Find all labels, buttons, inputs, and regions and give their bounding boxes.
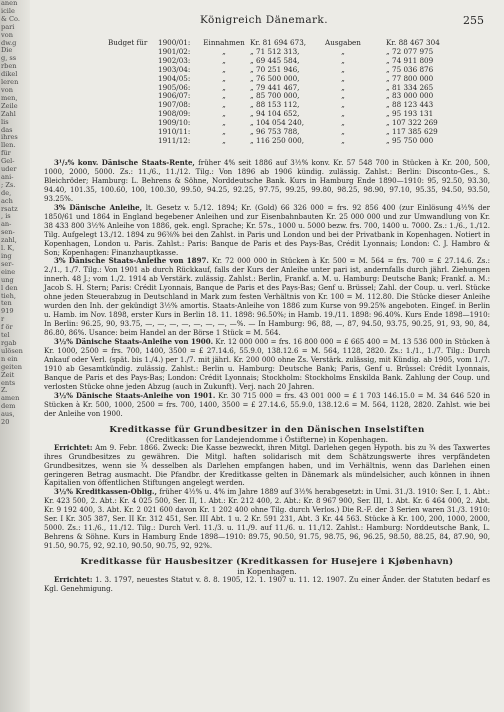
gutter-line: Gel- <box>1 157 15 166</box>
expense-value: 88 123 443 <box>392 100 434 110</box>
expense-value: 88 467 304 <box>398 38 440 47</box>
gutter-line: zahl, <box>1 236 17 245</box>
gutter-line: tieh, <box>1 291 17 300</box>
income-label: „ <box>222 135 226 145</box>
bond-title: 3½% Kreditkassen-Oblig., <box>54 487 157 497</box>
income-label: „ <box>222 73 226 83</box>
bond-title: 3½% Dänische Staats-Anleihe von 1900. <box>54 337 214 347</box>
currency-label: „ <box>250 91 254 101</box>
income-value: 85 700 000, <box>256 91 300 101</box>
bond-text: früher 4½% u. 4% im Jahre 1889 auf 3½% herabgesetzt: in Umi. 31./3. 1910: Ser. I, 1. Abt.: Kr. 423 500, 2. Abt.: Kr. 4 025 500, Ser. II, 1. Abt.: Kr. 212 400, 2. Abt.: Kr. 8 967 900, Ser. III, 1. Abt. Kr. 6 464 000, 2. Abt. Kr. 9 192 400, 3. Abt. Kr. 2 021 600 davon Kr. 1 202 400 ohne Tilg. durch Verlos.) Die R.-F. der 3 Serien waren 31./3. 1910: Ser. I Kr. 305 387, Ser. II Kr. 312 451, Ser. III Abt. 1 u. 2 Kr. 591 231, Abt. 3 Kr. 44 563. Stücke à Kr. 100, 200, 1000, 2000, 5000. Zs.: 11./6., 11./12. Tilg.: Durch Verl. 11./3. u. 11./9. auf 11./6. u. 11./12. Zahlst.: Hamburg: Norddeutsche Bank, L. Behrens & Söhne. Kurs in Hamburg Ende 1898—1910: 89.75, 90.50, 91.75, 98.75, 96, 96.25, 98.50, 88.25, 84, 87.90, 90, 91.50, 90.75, 92, 92.10, 90.50, 90.75, 92, 92%. <box>44 487 490 551</box>
expense-value: 117 385 629 <box>392 127 438 137</box>
page-number: 255 <box>463 14 484 27</box>
budget-label <box>108 101 158 110</box>
gutter-line: amen <box>1 394 20 403</box>
currency-label: „ <box>250 46 254 56</box>
bond-title: 3% Dänische Anleihe, <box>54 202 143 212</box>
income-value: 69 445 584, <box>256 55 300 65</box>
gutter-line: ents <box>1 378 16 387</box>
document-body <box>44 159 490 594</box>
expense-label: „ <box>341 118 345 128</box>
bond-paragraph <box>44 204 490 258</box>
currency-label: „ <box>386 82 390 92</box>
currency-label: Kr. <box>386 38 397 47</box>
gutter-line: pari <box>1 22 15 31</box>
section-title-grundbesitzer: Kreditkasse für Grundbesitzer in den Dänischen Inselstiften <box>109 424 425 435</box>
expense-label: „ <box>341 73 345 83</box>
gutter-line: von <box>1 85 13 94</box>
income-label: „ <box>222 109 226 119</box>
gutter-line: , is <box>1 212 11 221</box>
currency-label: „ <box>386 118 390 128</box>
gutter-line: Z. <box>1 386 8 395</box>
income-label: „ <box>222 55 226 65</box>
budget-label <box>108 137 158 146</box>
gutter-line: anen <box>1 0 18 7</box>
lead-label: Errichtet: <box>54 575 93 585</box>
budget-row <box>108 137 493 146</box>
income-value: 94 104 652, <box>256 109 300 119</box>
currency-label: „ <box>250 100 254 110</box>
expense-value: 107 322 269 <box>392 118 438 128</box>
expense-label: „ <box>341 82 345 92</box>
lead-text: 1. 3. 1797, neuestes Statut v. 8. 8. 1905, 12. 1. 1907 u. 11. 12. 1907. Zu einer Änder. der Statuten bedarf es Kgl. Genehmigung. <box>44 575 490 594</box>
gutter-line: ing <box>1 252 12 260</box>
income-label: „ <box>222 127 226 137</box>
budget-label <box>108 48 158 57</box>
budget-label <box>108 57 158 66</box>
gutter-line: Zahl <box>1 109 16 118</box>
budget-label <box>108 66 158 75</box>
expense-label: „ <box>341 135 345 145</box>
lead-text: Am 9. Febr. 1866. Zweck: Die Kasse bezweckt, ihren Mitgl. Darlehen gegen Hypoth. bis zu ¾ des Taxwertes ihres Grundbesitzes zu gewähren. Die Mitgl. haften solidarisch mit dem Schätzungswerte ihres verpfändeten Grundbesitzes, wenn sie ¾ desselben als Darlehen empfangen haben, und im Verhältnis, wenn das Darlehen einen geringeren Betrag ausmacht. Die Pfandbr. der Kreditkasse gelten in Dänemark als mündelsicher, auch können in ihnen Kapitalien von öffentlichen Stiftungen angelegt werden. <box>44 442 490 488</box>
page-header <box>30 14 498 28</box>
income-value: 76 500 000, <box>256 73 300 83</box>
budget-year: 1902/03: <box>158 55 191 65</box>
gutter-line: 919 <box>1 307 14 316</box>
income-label: „ <box>222 82 226 92</box>
currency-label: „ <box>386 55 390 65</box>
section-subtitle-hausbesitzer: in Kopenhagen. <box>237 567 297 577</box>
currency-label: „ <box>250 109 254 119</box>
currency-label: „ <box>386 46 390 56</box>
budget-label <box>108 92 158 101</box>
section-subtitle-grundbesitzer: (Creditkassen for Landejendomme i Östifterne) in Kopenhagen. <box>146 434 388 444</box>
income-label: Einnahmen <box>203 38 245 47</box>
bond-text: Kr. 12 000 000 = frs. 16 800 000 = £ 665 400 = M. 13 536 000 in Stücken à Kr. 1000, 2500 = frs. 700, 1400, 3500 = £ 27.14.6, 55.9.0, 138.12.6 = M. 564, 1128, 2820. Zs.: 1./1., 1./7. Tilg.: Durch Ankauf oder Verl. (spät. bis 1./4.) per 1./7. mit jährl. Kr. 200 000 ohne Zs. Verstärk. zulässig, mit Kündig. ab 1905, vom 1./7. 1910 ab Gesamtkündig. zulässig. Zahlst.: Berlin u. Hamburg: Deutsche Bank; Paris, Genf u. Brüssel: Crédit Lyonnais, Banque de Paris et des Pays-Bas; London: Crédit Lyonnais; Stockholm: Stockholms Enskilda Bank. Zahlung der Coup. und verlosten Stücke ohne jeden Abzug (auch in Zukunft). Verj. nach 20 Jahren. <box>44 337 491 391</box>
budget-table <box>108 39 493 146</box>
expense-amount <box>374 137 456 146</box>
expense-label: „ <box>341 109 345 119</box>
budget-year: 1904/05: <box>158 73 191 83</box>
bond-paragraph <box>44 159 490 204</box>
bond-title: 3¹/₂% konv. Dänische Staats-Rente, <box>54 158 195 167</box>
income-value: 70 251 946, <box>256 64 300 74</box>
expense-label: „ <box>341 91 345 101</box>
expense-label: „ <box>341 55 345 65</box>
expense-label: Ausgaben <box>325 38 361 47</box>
income-label: „ <box>222 64 226 74</box>
gutter-line: leren <box>1 78 19 87</box>
gutter-line: dem <box>1 402 16 411</box>
budget-label <box>108 119 158 128</box>
income-value: 96 753 788, <box>256 127 300 137</box>
gutter-line: rben <box>1 62 17 71</box>
bond-text: lt. Gesetz v. 5./12. 1894; Kr. (Gold) 66 326 000 = frs. 92 856 400 (zur Einlösung 4½% der 1850/61 und 1864 in England begebener Anleihen und zur Eisenbahnbauten Kr. 25 000 000 und zur Umwandlung von Kr. 38 433 800 3½% Anleihe von 1886, gek. engl. Sprache; Kr. 57s., 1000 u. 5000 bezw. frs. 700, 1400 u. 7000. Zs.: 1./6., 1./12. Tilg. Aufgelegt 13./12. 1894 zu 96⅜% bei den Zahlst. in Paris und London und bei der Privatbank in Kopenhagen. Notiert in Kopenhagen, London u. Paris. Zahlst.: Paris: Banque de Paris et des Pays-Bas, Crédit Lyonnais; London: C. J. Hambro & Son; Kopenhagen: Finanzhauptkasse. <box>44 202 490 257</box>
lead-label: Errichtet: <box>54 442 93 452</box>
currency-label: „ <box>386 135 390 145</box>
bond-text: Kr. 30 715 000 = frs. 43 001 000 = £ 1 703 146.15.0 = M. 34 646 520 in Stücken à Kr. 500, 1000, 2500 = frs. 700, 1400, 3500 = £ 27.14.6, 55.9.0, 138.12.6 = M. 564, 1128, 2820. Zahlst. wie bei der Anleihe von 1900. <box>44 390 491 418</box>
expense-value: 77 800 000 <box>392 73 434 83</box>
gutter-line: ten <box>1 299 12 308</box>
bond-title: 3½% Dänische Staats-Anleihe von 1901. <box>54 390 216 400</box>
currency-label: Kr. <box>250 38 261 47</box>
gutter-line: geiten <box>1 362 23 371</box>
income-value: 79 441 467, <box>256 82 300 92</box>
gutter-line: uder <box>1 165 17 174</box>
budget-year: 1906/07: <box>158 91 191 101</box>
gutter-line: ung <box>1 275 14 284</box>
income-label: „ <box>222 46 226 56</box>
gutter-line: dw.g <box>1 38 17 47</box>
section-paragraph <box>44 444 490 489</box>
expense-value: 74 911 809 <box>392 55 434 65</box>
budget-label <box>108 75 158 84</box>
expense-value: 95 750 000 <box>392 135 434 145</box>
gutter-line: sen- <box>1 228 15 237</box>
expense-value: 72 077 975 <box>392 46 434 56</box>
gutter-line: f ör <box>1 323 13 332</box>
section-paragraph <box>44 576 490 594</box>
running-title: Königreich Dänemark. <box>200 14 328 26</box>
expense-label: „ <box>341 100 345 110</box>
budget-year: 1901/02: <box>158 46 191 56</box>
expense-value: 95 193 131 <box>392 109 434 119</box>
gutter-line: lis <box>1 117 9 126</box>
gutter-line: rgab <box>1 338 17 347</box>
bond-title: 3% Dänische Staats-Anleihe von 1897. <box>54 256 209 266</box>
budget-year: 1909/10: <box>158 118 191 128</box>
currency-label: „ <box>250 82 254 92</box>
gutter-line: rsatz <box>1 204 18 213</box>
bond-paragraph <box>44 338 490 392</box>
currency-label: „ <box>250 55 254 65</box>
currency-label: „ <box>250 127 254 137</box>
income-value: 88 153 112, <box>256 100 300 110</box>
expense-label: „ <box>341 127 345 137</box>
currency-label: „ <box>386 73 390 83</box>
gutter-line: l. K, <box>1 244 15 253</box>
bond-paragraph <box>44 392 490 419</box>
currency-label: „ <box>386 100 390 110</box>
gutter-line: l den <box>1 283 18 292</box>
currency-label: „ <box>250 118 254 128</box>
gutter-line: 20 <box>1 418 10 427</box>
gutter-line: de, <box>1 188 12 197</box>
gutter-line: n ein <box>1 354 18 363</box>
currency-label: „ <box>386 91 390 101</box>
budget-label <box>108 128 158 137</box>
budget-year: 1911/12: <box>158 135 191 145</box>
gutter-line: & Co. <box>1 14 20 23</box>
budget-year: 1910/11: <box>158 127 191 137</box>
bond-text: früher 4% seit 1886 auf 3½% konv. Kr. 57 548 700 in Stücken à Kr. 200, 500, 1000, 2000, 5000. Zs.: 11./6., 11./12. Tilg.: Von 1896 ab 1906 kündig. zulässig. Zahlst.: Berlin: Disconto-Ges., S. Bleichröder; Hamburg: L. Behrens & Söhne, Norddeutsche Bank. Kurs in Hamburg Ende 1890—1910: 95, 92.50, 93.30, 94.40, 101.35, 100.60, 100, 100.30, 99.50, 94.25, 92.25, 97.75, 99.25, 99.80, 98.25, 98.90, 97.10, 95.35, 94.50, 93.50, 93.25%. <box>44 158 490 203</box>
gutter-line: das <box>1 125 13 134</box>
bond-paragraph <box>44 257 490 338</box>
expense-label: „ <box>341 64 345 74</box>
budget-label: Budget für <box>108 38 148 47</box>
gutter-line: r <box>1 315 5 324</box>
gutter-line: von <box>1 30 13 39</box>
gutter-line: für <box>1 149 11 158</box>
budget-label <box>108 84 158 93</box>
income-amount <box>250 137 312 146</box>
income-label: „ <box>222 100 226 110</box>
gutter-line: icile <box>1 6 15 15</box>
gutter-line: tel <box>1 331 10 340</box>
currency-label: „ <box>250 73 254 83</box>
section-paragraph <box>44 488 490 551</box>
budget-label <box>108 110 158 119</box>
budget-year: 1908/09: <box>158 109 191 119</box>
budget-year: 1907/08: <box>158 100 191 110</box>
gutter-line: eine <box>1 267 16 276</box>
gutter-line: ; Zs. <box>1 180 16 189</box>
bond-text: Kr. 72 000 000 in Stücken à Kr. 500 = M. 564 = frs. 700 = £ 27.14.6. Zs.: 2./1., 1./7. Tilg.: Von 1901 ab durch Rückkauf, falls der Kurs der Anleihe unter pari ist, andernfalls durch jährl. Ziehungen innerh. 48 J.; vom 1./2. 1914 ab Verstärk. zulässig. Zahlst.: Berlin, Frankf. a. M. u. Hamburg: Deutsche Bank; Frankf. a. M.: Jacob S. H. Stern; Paris: Crédit Lyonnais, Banque de Paris et des Pays-Bas; Genf u. Brüssel; Zahl. der Coup. u. verl. Stücke ohne jeden Steuerabzug in Deutschland in Mark zum festen Verhältnis von Kr. 100 = M. 112.80. Die Stücke dieser Anleihe wurden den Inh. der gekündigt 3½% amortis. Staats-Anleihe von 1886 zum Kurse von 99.25% angeboten. Eingef. in Berlin u. Hamb. im Nov. 1898, erster Kurs in Berlin 18. 11. 1898: 96.50%; in Hamb. 19./11. 1898: 96.40%. Kurs Ende 1898—1910: In Berlin: 96.25, 90, 93.75, —, —, —, —, —, —, —, —%. — In Hamburg: 96, 88, —, 87, 94.50, 93.75, 90.25, 91, 93, 90, 84, 86.80, 86%. Usance: beim Handel an der Börse 1 Stück = M. 564. <box>44 256 491 338</box>
income-value: 116 250 000, <box>256 135 305 145</box>
expense-value: 83 000 000 <box>392 91 434 101</box>
gutter-line: men, <box>1 93 18 102</box>
currency-label: „ <box>386 127 390 137</box>
expense-value: 81 334 265 <box>392 82 434 92</box>
gutter-line: ulösen <box>1 346 23 355</box>
adjacent-page-gutter <box>0 0 30 712</box>
budget-year: 1903/04: <box>158 64 191 74</box>
gutter-line: dikel <box>1 70 18 79</box>
income-value: 81 694 673, <box>262 38 307 47</box>
gutter-line: llen. <box>1 141 16 150</box>
budget-year: 1905/06: <box>158 82 191 92</box>
expense-value: 75 036 876 <box>392 64 434 74</box>
currency-label: „ <box>386 64 390 74</box>
gutter-line: ach <box>1 196 13 205</box>
income-value: 104 054 240, <box>256 118 305 128</box>
gutter-line: ani- <box>1 172 14 181</box>
section-title-hausbesitzer: Kreditkasse für Hausbesitzer (Kreditkassen for Husejere i Kjøbenhavn) <box>80 557 454 568</box>
gutter-line: an- <box>1 220 12 229</box>
currency-label: „ <box>386 109 390 119</box>
income-label: „ <box>222 91 226 101</box>
budget-year: 1900/01: <box>158 38 191 47</box>
gutter-line: ihres <box>1 133 18 142</box>
gutter-line: Zeit <box>1 370 15 379</box>
gutter-line: Zeile <box>1 101 18 110</box>
gutter-line: aus, <box>1 410 15 419</box>
currency-label: „ <box>250 135 254 145</box>
gutter-line: g, ss <box>1 54 17 63</box>
currency-label: „ <box>250 64 254 74</box>
expense-label: „ <box>341 46 345 56</box>
income-label: „ <box>222 118 226 128</box>
income-value: 71 512 313, <box>256 46 300 56</box>
gutter-line: ser- <box>1 259 14 268</box>
gutter-line: Die <box>1 46 13 55</box>
